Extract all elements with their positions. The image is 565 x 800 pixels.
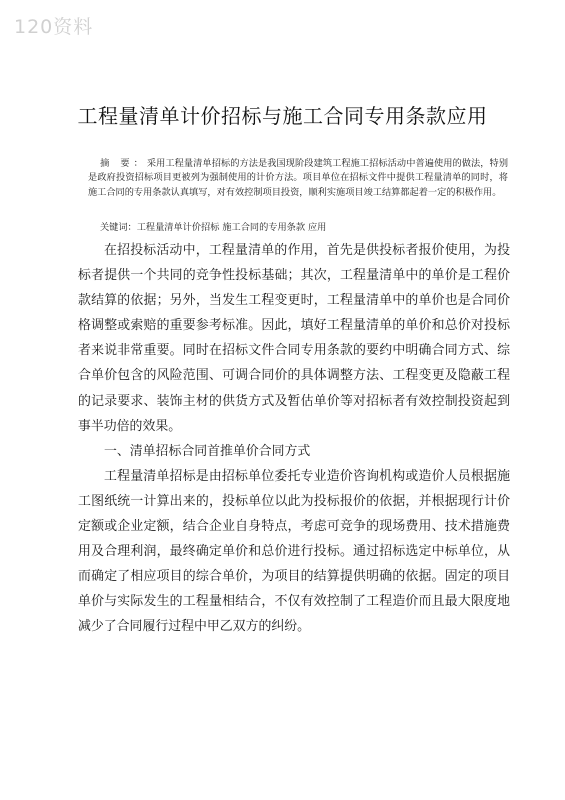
abstract-label: 摘 要： <box>100 158 147 169</box>
abstract-text: 采用工程量清单招标的方法是我国现阶段建筑工程施工招标活动中普遍使用的做法，特别是政府投资招标项目更被列为强制使用的计价方法。项目单位在招标文件中提供工程量清单的同时，将施工合同的专用条款认真填写，对有效控制项目投资，顺利实施项目竣工结算都起着一定的积极作用。 <box>88 158 509 198</box>
abstract <box>88 157 508 200</box>
keywords <box>100 221 520 235</box>
page-title: 工程量清单计价招标与施工合同专用条款应用 <box>77 104 488 128</box>
section-heading: 一、清单招标合同首推单价合同方式 <box>104 443 311 459</box>
body-text <box>78 238 510 640</box>
body-paragraph: 在招投标活动中，工程量清单的作用，首先是供投标者报价使用，为投标者提供一个共同的竞争性投标基础；其次，工程量清单中的单价是工程价款结算的依据；另外，当发生工程变更时，工程量清单中的单价也是合同价格调整或索赔的重要参考标准。因此，填好工程量清单的单价和总价对投标者来说非常重要。同时在招标文件合同专用条款的要约中明确合同方式、综合单价包含的风险范围、可调合同价的具体调整方法、工程变更及隐蔽工程的记录要求、装饰主材的供货方式及暂估单价等对招标者有效控制投资起到事半功倍的效果。 <box>78 243 510 434</box>
keywords-label: 关键词： <box>100 222 137 233</box>
watermark: 120资料 <box>14 16 94 38</box>
section-paragraph: 工程量清单招标是由招标单位委托专业造价咨询机构或造价人员根据施工图纸统一计算出来的，投标单位以此为投标报价的依据，并根据现行计价定额或企业定额，结合企业自身特点，考虑可竞争的现场费用、技术措施费用及合理利润，最终确定单价和总价进行投标。通过招标选定中标单位，从而确定了相应项目的综合单价，为项目的结算提供明确的依据。固定的项目单价与实际发生的工程量相结合，不仅有效控制了工程造价而且最大限度地减少了合同履行过程中甲乙双方的纠纷。 <box>78 468 510 635</box>
keywords-text: 工程量清单计价招标 施工合同的专用条款 应用 <box>136 222 327 233</box>
